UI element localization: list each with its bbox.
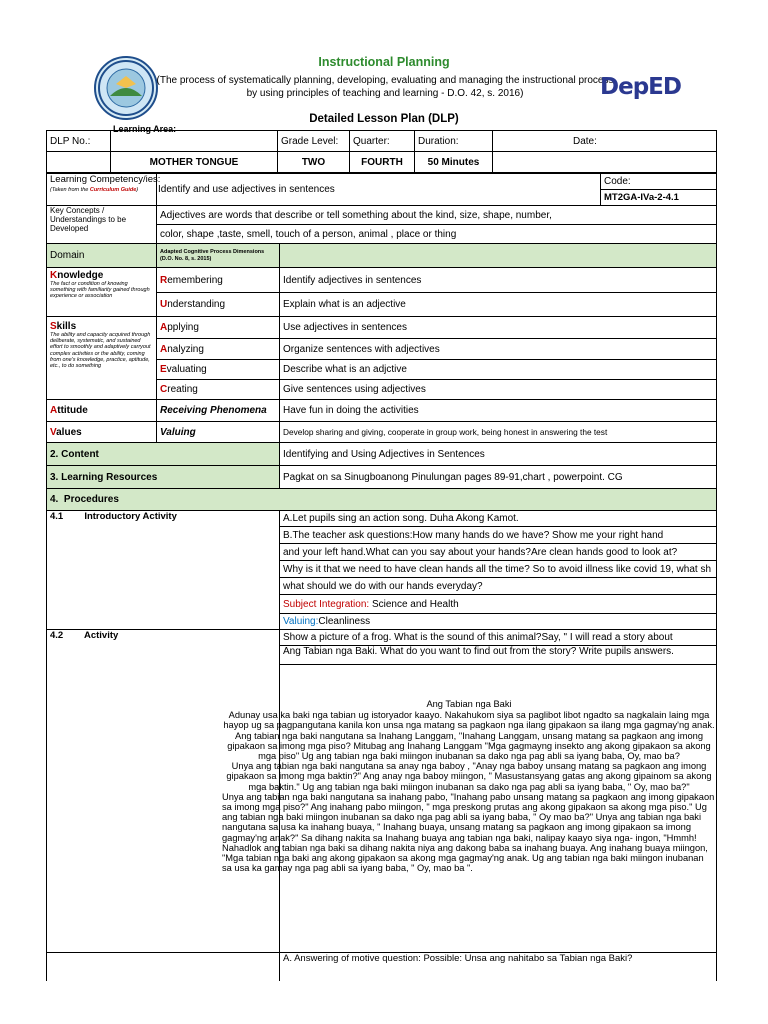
attitude-objective: Have fun in doing the activities [280, 400, 717, 422]
remembering-rest: emembering [167, 274, 223, 286]
date-label: Date: [493, 131, 717, 152]
skills-label [50, 321, 153, 332]
curriculum-guide-link[interactable]: Curriculum Guide [89, 187, 137, 193]
applying-objective: Use adjectives in sentences [280, 317, 717, 339]
activity-line-2: Ang Tabian nga Baki. What do you want to find out from the story? Write pupils answers. [280, 646, 717, 665]
duration-value: 50 Minutes [415, 152, 493, 173]
intro-line-4: Why is it that we need to have clean hands all the time? So to avoid illness like covid 19, what sh [280, 561, 717, 578]
domain-empty [280, 244, 717, 268]
introductory-activity-label: 4.1 Introductory Activity [47, 511, 280, 630]
remembering-objective: Identify adjectives in sentences [280, 268, 717, 293]
learning-area-label: Learning Area: [113, 124, 177, 134]
dlp-no-label [47, 131, 111, 152]
competency-value: Identify and use adjectives in sentences [157, 174, 601, 206]
activity-line-1: Show a picture of a frog. What is the sound of this animal?Say, " I will read a story about [280, 630, 717, 646]
valuing-label: Valuing: [283, 616, 319, 627]
intro-line-2: B.The teacher ask questions:How many hands do we have? Show me your right hand [280, 527, 717, 544]
procedures-label: 4. Procedures [47, 489, 717, 511]
deped-logo-text: DepED [600, 74, 681, 100]
learning-area-label-cell [111, 124, 278, 152]
key-concepts-label [47, 206, 157, 244]
learning-resources-label: 3. Learning Resources [47, 466, 280, 489]
attitude-label [47, 400, 157, 422]
competency-label-cell [47, 174, 161, 206]
motive-question: A. Answering of motive question: Possible: Unsa ang nahitabo sa Tabian nga Baki? [280, 953, 717, 981]
domain-label: Domain [47, 244, 157, 268]
attitude-level: Receiving Phenomena [157, 400, 280, 422]
understanding-objective: Explain what is an adjective [280, 293, 717, 317]
creating-initial: C [160, 384, 168, 395]
analyzing-objective: Organize sentences with adjectives [280, 339, 717, 360]
knowledge-rest: nowledge [57, 270, 104, 281]
instructional-planning-subtitle: (The process of systematically planning, developing, evaluating and managing the instructional process by using principles of teaching and learning - D.O. 42, s. 2016) [156, 75, 614, 99]
knowledge-description: The fact or condition of knowing something with familiarity gained through experience or association [50, 281, 150, 300]
evaluating-initial: E [160, 364, 167, 375]
grade-level-label: Grade Level: [278, 131, 350, 152]
attitude-rest: ttitude [57, 405, 88, 416]
values-rest: alues [56, 426, 82, 438]
story-title: Ang Tabian nga Baki [426, 699, 512, 709]
applying-rest: pplying [167, 322, 199, 333]
info-table [46, 124, 717, 173]
values-level: Valuing [157, 422, 280, 443]
knowledge-cell [47, 268, 157, 317]
subject-integration-value: Science and Health [369, 598, 459, 610]
intro-line-5: what should we do with our hands everyday? [280, 578, 717, 595]
skills-cell [47, 317, 157, 400]
creating-rest: reating [167, 384, 198, 395]
skills-rest: kills [56, 321, 77, 332]
remembering-initial: R [160, 274, 168, 286]
skills-initial: S [50, 321, 57, 332]
key-concepts-text: Key Concepts / Understandings to be Developed [50, 206, 127, 233]
valuing-row [280, 614, 717, 630]
empty-cell [47, 152, 111, 173]
learning-area-value: MOTHER TONGUE [111, 152, 278, 173]
content-label: 2. Content [47, 443, 280, 466]
code-label: Code: [601, 174, 717, 190]
creating-label [157, 380, 280, 400]
duration-label: Duration: [415, 131, 493, 152]
understanding-initial: U [160, 299, 168, 310]
understanding-rest: nderstanding [167, 299, 226, 310]
story-paragraph-3: Unya ang tabian nga baki nangutana sa anay nga baboy , "Anay nga baboy unsang matang sa pagkaon ang imong gipakaon sa imong mga baktin?" Ang anay nga baboy miingon, " Masustansyang gatas ang akong gipainom sa akong mga baktin." Ug ang tabian nga baki miingon inubanan sa dako nga pag abli sa iyang baba, " Oy, mao ba?" [226, 761, 712, 792]
note-suffix: ) [136, 187, 139, 193]
quarter-value: FOURTH [350, 152, 415, 173]
analyzing-label [157, 339, 280, 360]
activity-label: 4.2 Activity [47, 630, 280, 953]
subject-integration-label: Subject Integration: [283, 598, 370, 610]
empty-procedure-cell [47, 953, 280, 981]
valuing-value: Cleanliness [318, 616, 371, 627]
learning-resources-value: Pagkat on sa Sinugboanong Pinulungan pages 89-91,chart , powerpoint. CG [280, 466, 717, 489]
story-text [222, 699, 716, 873]
story-paragraph-1: Adunay usa ka baki nga tabian ug istoryador kaayo. Nakahukom siya sa paglibot libot ngadto sa nagkalain laing mga hayop ug sa pagpangutana kanila kon unsa nga matang sa pagkaon nga ilang gipakaon sa ilang mga gagmay'ng anak. [223, 710, 715, 731]
instructional-planning-title: Instructional Planning [318, 55, 450, 69]
creating-objective: Give sentences using adjectives [280, 380, 717, 400]
knowledge-initial: K [50, 270, 58, 281]
applying-initial: A [160, 322, 168, 333]
subject-integration [280, 595, 717, 614]
note-prefix: (Taken from the [50, 187, 90, 193]
story-paragraph-4: Unya ang tabian nga baki nangutana sa inahang pabo, "Inahang pabo unsang matang sa pagkaon ang imong gipakaon sa imong mga piso?" Ang inahang pabo miingon, " mga preskong prutas ang akong gipakaon sa akong mga piso." Ug ang tabian nga baki miingon inubanan sa dako nga pag abli sa iyang baba, " Oy mao ba?" Unya ang tabian nga baki nangutana sa usa ka inahang buaya, " Inahang buaya, unsang matang sa pagkaon ang imong gipakaon sa imong gagmay'ng anak?" Sa dihang nakita sa Inahang buaya ang tabian nga baki, nalipay kaayo siya nga- ingon, "Hmmh! Nahadlok ang tabian nga baki sa dihang nakita niya ang dakong baba sa inahang buaya. Ang inahang buaya miingon, "Mga tabian nga baki ang akong gipakaon sa akong mga gagmay'ng anak. Ug ang tabian nga baki miingon inubanan sa usa ka gamay nga pag abli sa iyang baba, " Oy, mao ba ". [222, 791, 715, 874]
intro-line-3: and your left hand.What can you say about your hands?Are clean hands good to look at? [280, 544, 717, 561]
values-initial: V [50, 426, 57, 438]
code-value: MT2GA-IVa-2-4.1 [601, 190, 717, 206]
knowledge-label [50, 270, 153, 281]
competency-note [50, 187, 153, 193]
evaluating-rest: valuating [166, 364, 207, 375]
dlp-no-text: DLP No.: [50, 135, 91, 147]
grade-level-value: TWO [278, 152, 350, 173]
cognitive-dimensions-label: Adapted Cognitive Process Dimensions (D.O. No. 8, s. 2015) [157, 244, 280, 268]
attitude-initial: A [50, 405, 58, 416]
quarter-label: Quarter: [350, 131, 415, 152]
understanding-label [157, 293, 280, 317]
evaluating-label [157, 360, 280, 380]
competency-label: Learning Competency/ies: [50, 174, 161, 185]
content-value: Identifying and Using Adjectives in Sentences [280, 443, 717, 466]
values-objective: Develop sharing and giving, cooperate in group work, being honest in answering the test [280, 422, 717, 443]
deped-logo [600, 72, 680, 102]
evaluating-objective: Describe what is an adjctive [280, 360, 717, 380]
remembering-label [157, 268, 280, 293]
analyzing-initial: A [160, 343, 168, 355]
story-paragraph-2: Ang tabian nga baki nangutana sa Inahang Langgam, "Inahang Langgam, unsang matang sa pagkaon ang imong gipakaon sa imong mga piso? Mitubag ang Inahang Langgam "Mga gagmayng insekto ang akong gipakaon sa akong mga piso" Ug ang tabian nga baki miingon inubanan sa dako nga pag abli sa iyang baba, Oy, mao ba? [227, 730, 711, 762]
analyzing-rest: nalyzing [167, 343, 204, 355]
date-value [493, 152, 717, 173]
dlp-title: Detailed Lesson Plan (DLP) [309, 113, 459, 125]
values-label [47, 422, 157, 443]
applying-label [157, 317, 280, 339]
skills-description: The ability and capacity acquired through deliberate, systematic, and sustained effort to smoothly and adaptively carryout complex activities or the ability, coming from one's knowledge, practice, aptitude, etc., to do something [50, 332, 151, 370]
key-concepts-line1: Adjectives are words that describe or tell something about the kind, size, shape, number, [157, 206, 717, 225]
intro-line-1: A.Let pupils sing an action song. Duha Akong Kamot. [280, 511, 717, 527]
key-concepts-line2: color, shape ,taste, smell, touch of a person, animal , place or thing [157, 225, 717, 244]
